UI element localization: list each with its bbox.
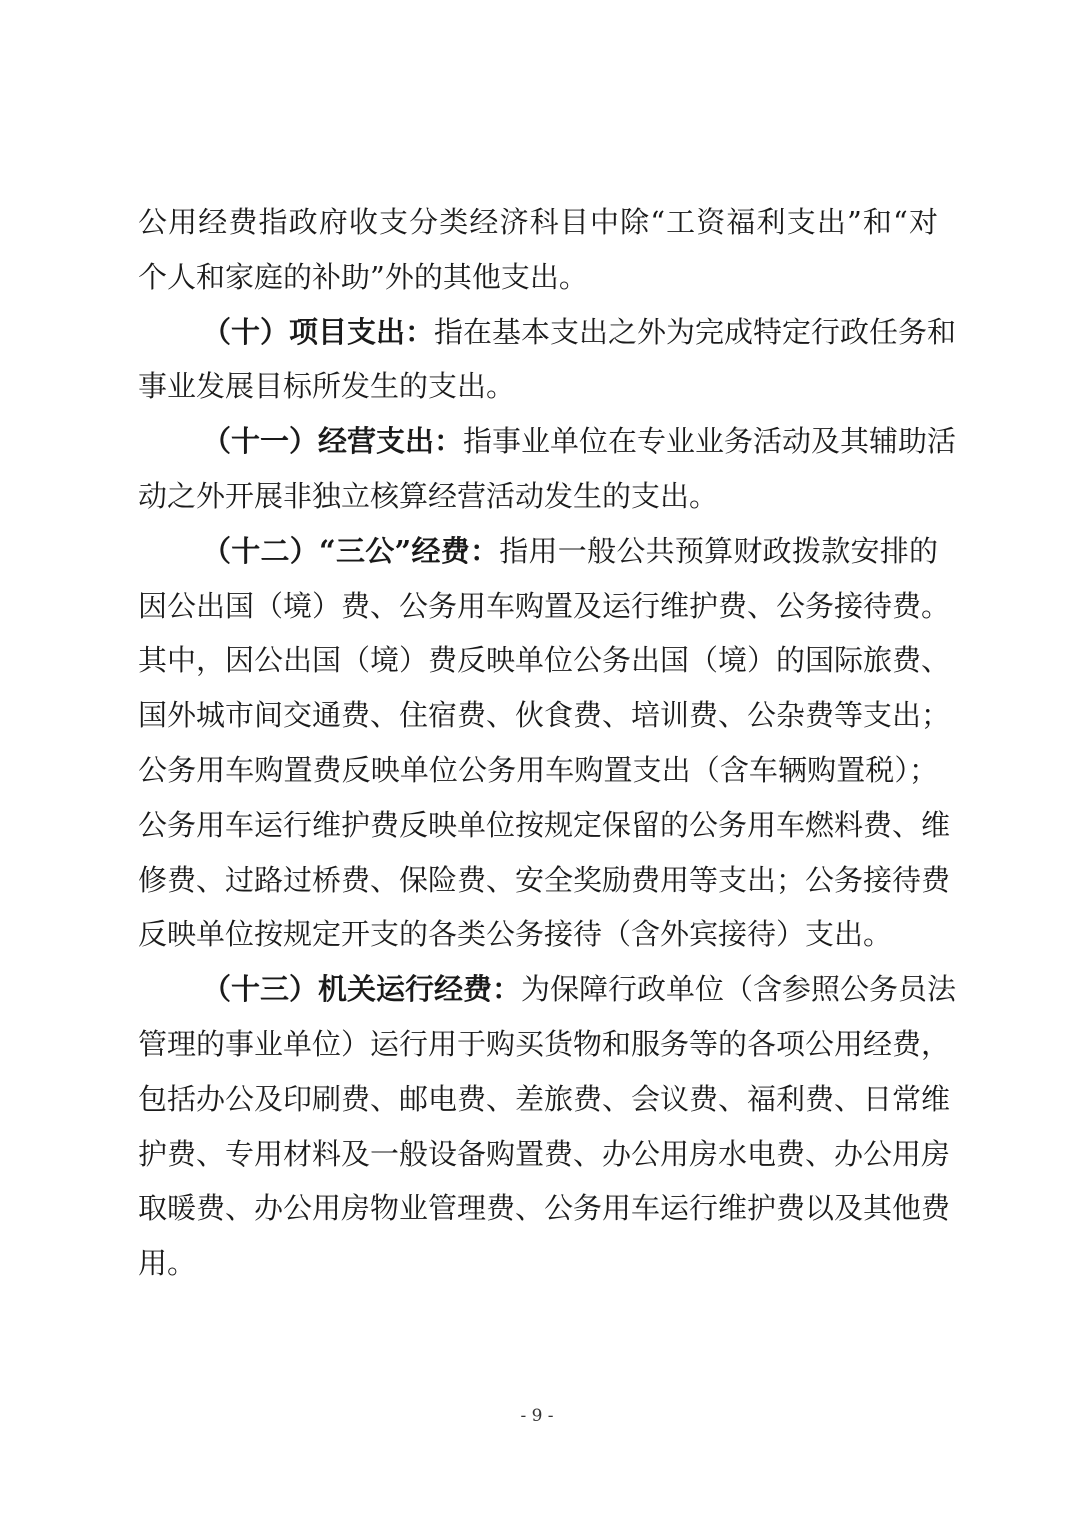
section-heading: （十三）机关运行经费： [202,972,522,1007]
line-text: 管理的事业单位）运行用于购买货物和服务等的各项公用经费， [138,1026,951,1061]
text-line [138,1017,951,1072]
line-text: 其中，因公出国（境）费反映单位公务出国（境）的国际旅费、 [138,643,951,678]
text-line [138,798,951,853]
text-line [138,907,938,962]
line-text: 动之外开展非独立核算经营活动发生的支出。 [138,478,719,513]
line-text: 公用经费指政府收支分类经济科目中除“工资福利支出”和“对 [138,205,938,239]
document-body [138,195,957,1291]
line-text: 个人和家庭的补助”外的其他支出。 [138,259,588,294]
line-text: 指事业单位在专业业务活动及其辅助活 [463,424,957,459]
text-line [138,1181,951,1236]
text-line [138,414,957,469]
line-text: 指用一般公共预算财政拨款安排的 [499,533,938,568]
text-line [138,469,938,524]
text-line [138,359,938,414]
line-text: 事业发展目标所发生的支出。 [138,369,516,404]
line-text: 护费、专用材料及一般设备购置费、办公用房水电费、办公用房 [138,1136,951,1171]
line-text: 因公出国（境）费、公务用车购置及运行维护费、公务接待费。 [138,588,951,623]
line-text: 为保障行政单位（含参照公务员法 [521,972,957,1007]
text-line [138,250,938,305]
text-line [138,524,938,579]
text-line [138,1236,938,1291]
line-text: 包括办公及印刷费、邮电费、差旅费、会议费、福利费、日常维 [138,1081,951,1116]
line-text: 公务用车运行维护费反映单位按规定保留的公务用车燃料费、维 [138,807,951,842]
section-heading: （十一）经营支出： [202,424,464,459]
text-line [138,1127,951,1182]
text-line [138,962,957,1017]
line-text: 取暖费、办公用房物业管理费、公务用车运行维护费以及其他费 [138,1191,951,1226]
line-text: 修费、过路过桥费、保险费、安全奖励费用等支出；公务接待费 [138,862,951,897]
page-number: - 9 - [520,1406,554,1426]
text-line [138,579,951,634]
line-text: 用。 [138,1246,197,1281]
section-heading: （十二）“三公”经费： [202,533,500,568]
line-text: 国外城市间交通费、住宿费、伙食费、培训费、公杂费等支出； [138,698,951,733]
text-line [138,743,938,798]
line-text: 公务用车购置费反映单位公务用车购置支出（含车辆购置税）； [138,752,938,787]
text-line [138,1072,951,1127]
line-text: 反映单位按规定开支的各类公务接待（含外宾接待）支出。 [138,917,893,952]
line-text: 指在基本支出之外为完成特定行政任务和 [434,314,957,349]
section-heading: （十）项目支出： [202,314,435,349]
text-line [138,688,951,743]
text-line [138,195,938,250]
text-line [138,853,951,908]
text-line [138,633,951,688]
text-line [138,305,957,360]
